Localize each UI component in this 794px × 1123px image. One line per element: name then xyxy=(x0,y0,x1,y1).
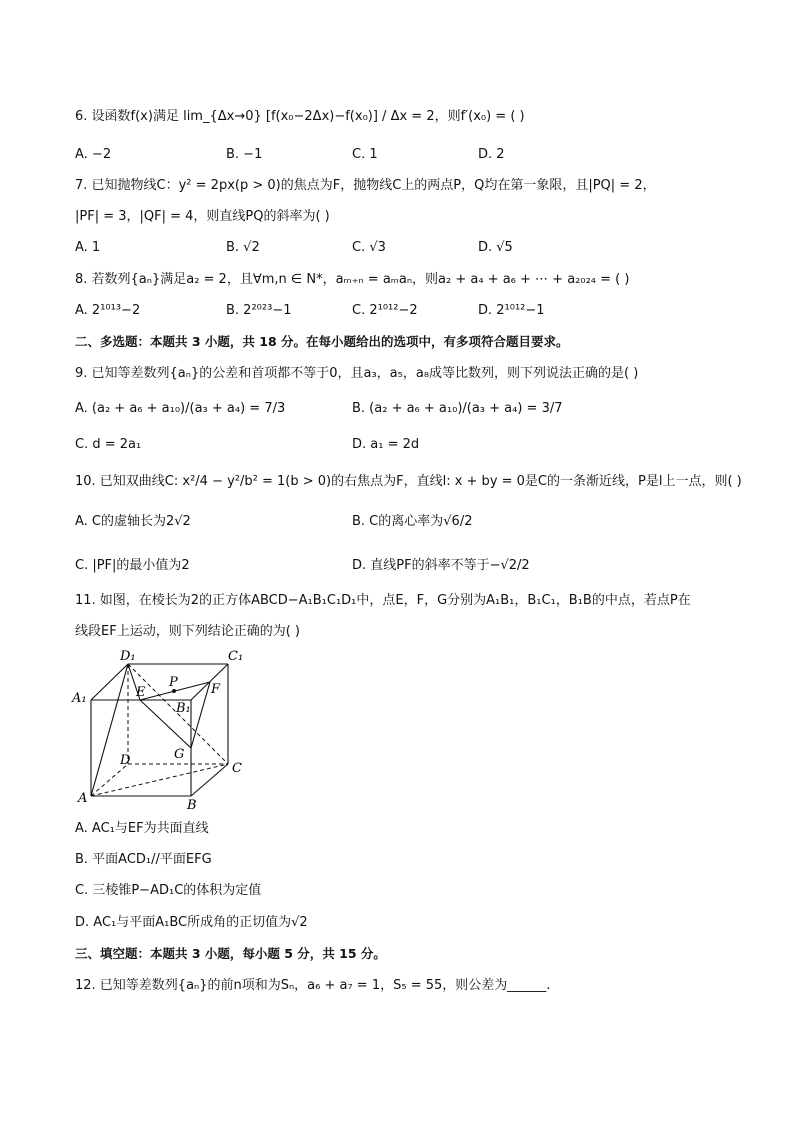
question-6-option-c: C. 1 xyxy=(352,147,378,162)
question-12-stem: 12. 已知等差数列{aₙ}的前n项和为Sₙ，a₆ + a₇ = 1，S₅ = 55，则公差为______. xyxy=(75,978,551,993)
question-6-stem: 6. 设函数f(x)满足 lim_{Δx→0} [f(x₀−2Δx)−f(x₀)] / Δx = 2，则f′(x₀) = ( ) xyxy=(75,109,525,124)
question-8-option-b: B. 2²⁰²³−1 xyxy=(226,303,292,318)
section-3-heading: 三、填空题：本题共 3 小题，每小题 5 分，共 15 分。 xyxy=(75,946,386,961)
label-c1: C₁ xyxy=(228,649,244,664)
question-10-option-c: C. |PF|的最小值为2 xyxy=(75,558,190,573)
label-a1: A₁ xyxy=(72,691,87,706)
diagonal-ac-hidden xyxy=(91,764,228,796)
question-8-option-a: A. 2¹⁰¹³−2 xyxy=(75,303,141,318)
question-7-option-c: C. √3 xyxy=(352,240,386,255)
question-9-option-b: B. (a₂ + a₆ + a₁₀)/(a₃ + a₄) = 3/7 xyxy=(352,401,563,416)
edge-ad-hidden xyxy=(91,764,128,796)
label-p: P xyxy=(169,675,178,690)
question-11-stem-line1: 11. 如图，在棱长为2的正方体ABCD−A₁B₁C₁D₁中，点E，F，G分别为A₁B₁，B₁C₁，B₁B的中点，若点P在 xyxy=(75,593,691,608)
question-10-option-d: D. 直线PF的斜率不等于−√2/2 xyxy=(352,558,530,573)
question-11-option-b: B. 平面ACD₁//平面EFG xyxy=(75,852,212,867)
question-8-option-d: D. 2¹⁰¹²−1 xyxy=(478,303,545,318)
edge-ad1 xyxy=(91,664,128,796)
question-11-option-a: A. AC₁与EF为共面直线 xyxy=(75,821,209,836)
question-7-stem-line2: |PF| = 3，|QF| = 4，则直线PQ的斜率为( ) xyxy=(75,209,330,224)
question-7-option-a: A. 1 xyxy=(75,240,101,255)
section-2-heading: 二、多选题：本题共 3 小题，共 18 分。在每小题给出的选项中，有多项符合题目要求。 xyxy=(75,334,569,349)
question-10-stem: 10. 已知双曲线C: x²/4 − y²/b² = 1(b > 0)的右焦点为F，直线l: x + by = 0是C的一条渐近线，P是l上一点，则( ) xyxy=(75,474,742,489)
label-d1: D₁ xyxy=(120,649,136,664)
question-9-option-a: A. (a₂ + a₆ + a₁₀)/(a₃ + a₄) = 7/3 xyxy=(75,401,286,416)
segment-fg xyxy=(191,682,210,748)
label-g: G xyxy=(174,747,185,762)
label-f: F xyxy=(211,682,221,697)
question-6-option-a: A. −2 xyxy=(75,147,112,162)
question-9-option-d: D. a₁ = 2d xyxy=(352,437,420,452)
label-b1: B₁ xyxy=(176,701,191,716)
question-9-option-c: C. d = 2a₁ xyxy=(75,437,142,452)
question-7-option-d: D. √5 xyxy=(478,240,513,255)
question-9-stem: 9. 已知等差数列{aₙ}的公差和首项都不等于0，且a₃，a₅，a₈成等比数列，则下列说法正确的是( ) xyxy=(75,366,639,381)
question-11-option-d: D. AC₁与平面A₁BC所成角的正切值为√2 xyxy=(75,915,308,930)
question-8-stem: 8. 若数列{aₙ}满足a₂ = 2，且∀m,n ∈ N*，aₘ₊ₙ = aₘaₙ，则a₂ + a₄ + a₆ + ⋯ + a₂₀₂₄ = ( ) xyxy=(75,272,630,287)
question-8-option-c: C. 2¹⁰¹²−2 xyxy=(352,303,418,318)
question-6-option-d: D. 2 xyxy=(478,147,505,162)
label-a: A xyxy=(78,791,88,806)
question-11-option-c: C. 三棱锥P−AD₁C的体积为定值 xyxy=(75,883,262,898)
question-11-stem-line2: 线段EF上运动，则下列结论正确的为( ) xyxy=(75,624,300,639)
cube-figure xyxy=(70,648,260,813)
question-6-option-b: B. −1 xyxy=(226,147,263,162)
question-7-option-b: B. √2 xyxy=(226,240,260,255)
question-10-option-b: B. C的离心率为√6/2 xyxy=(352,514,473,529)
label-b: B xyxy=(187,798,197,813)
question-7-stem-line1: 7. 已知抛物线C：y² = 2px(p > 0)的焦点为F，抛物线C上的两点P，Q均在第一象限，且|PQ| = 2， xyxy=(75,178,656,193)
label-e: E xyxy=(136,685,146,700)
label-d: D xyxy=(120,753,131,768)
label-c: C xyxy=(232,761,242,776)
question-10-option-a: A. C的虚轴长为2√2 xyxy=(75,514,191,529)
